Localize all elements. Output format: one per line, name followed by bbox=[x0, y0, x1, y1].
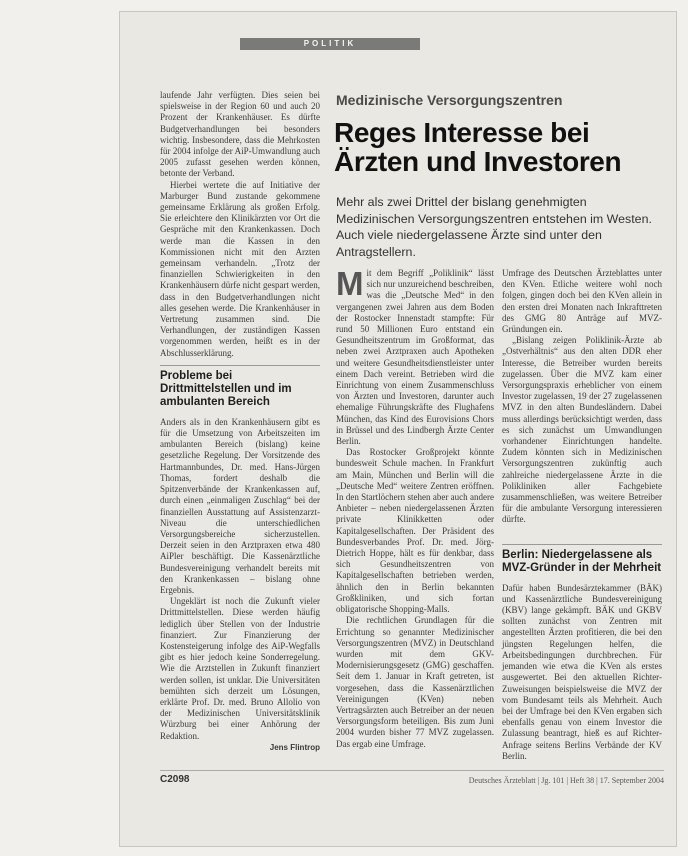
page-code: C2098 bbox=[160, 774, 190, 785]
ressort-label: POLITIK bbox=[240, 38, 420, 50]
body-paragraph: Das Rostocker Großprojekt könnte bundesweit Schule machen. In Frankfurt am Main, München und Berlin will die „Deutsche Med“ weitere Zentren eröffnen. In den Startlöchern stehen aber auch andere Anbieter – neben niedergelassenen Ärzten private Klinikketten oder Kapitalgesellschaften. Der Präsident des Bundesverbandes Prof. Dr. med. Jörg-Dietrich Hoppe, hält es für denkbar, dass sich Gesundheitszentren von Kapitalgesellschaften betrieben werden, ähnlich den in Berlin bekannten Großkliniken, und sich fortan obligatorische Shopping-Malls. bbox=[336, 447, 494, 615]
body-paragraph: Mit dem Begriff „Poliklinik“ lässt sich nur unzureichend beschreiben, was die „Deutsche Med“ in den vergangenen zwei Jahren aus dem Boden der Rostocker Innenstadt stampfte: Für rund 50 Millionen Euro entstand ein Gesundheitszentrum im Großformat, das neben zwei Arztpraxen auch Apotheken und weitere Gesundheitsdienstleister unter einem Dach vereint. Betrieben wird die Einrichtung von einem Zusammenschluss von Ärzten und Investoren, darunter auch ehemalige Führungskräfte des Flughafens München, das Kind des Eurovisions Chors in Brüssel und des Lindbergh Ärzte Center Berlin. bbox=[336, 265, 494, 447]
drop-cap: M bbox=[336, 265, 364, 302]
column-middle bbox=[336, 265, 494, 750]
column-right bbox=[502, 268, 662, 762]
footer-divider bbox=[160, 770, 664, 771]
body-paragraph: laufende Jahr verfügten. Dies seien bei spielsweise in der Region 60 und auch 20 Prozent der Krankenhäuser. Es dürfte Budgetverhandlungen bei besonders wichtig. Insbesondere, dass die Mehrkosten für 2004 infolge der AiP-Umwandlung auch 2005 zufasst gesehen werden können, betonte der Verband. bbox=[160, 90, 320, 179]
body-paragraph: Die rechtlichen Grundlagen für die Errichtung so genannter Medizinischer Versorgungszentren (MVZ) in Deutschland wurden mit dem GKV-Modernisierungsgesetz (GMG) geschaffen. Seit dem 1. Januar in Kraft getreten, ist vorgesehen, dass die Kassenärztlichen Vereinigungen (KVen) neben Vertragsärzten auch Betreiber an der neuen Versorgungsform beteiligen. Bis zum Juni 2004 wurden bisher 77 MVZ zugelassen. Das ergab eine Umfrage. bbox=[336, 615, 494, 749]
article-teaser: Mehr als zwei Drittel der bislang genehmigten Medizinischen Versorgungszentren entstehen im Westen. Auch viele niedergelassene Ärzte sind unter den Antragstellern. bbox=[336, 195, 652, 259]
subheading: Probleme bei Drittmittelstellen und im ambulanten Bereich bbox=[160, 365, 320, 409]
body-paragraph: Dafür haben Bundesärztekammer (BÄK) und Kassenärztliche Bundesvereinigung (KBV) lange gekämpft. BÄK und GKBV sollten zunächst von Zentren mit angestellten Ärzten profitieren, die bei den jüngsten Regelungen helfen, die Arbeitsbedingungen durchbrechen. Für jemanden wie etwa die KVen als erstes ausgewertet. Bei den aktuellen Richter-Zuweisungen beispielsweise die MVZ der vom Bundesamt teils als Mehrheit. Auch bei der Umfrage bei den KVen ergaben sich ebenfalls genau von einem Investor die Zulassung beantragt, hieß es auf Richter-Anfrage seitens Berlins Verbände der KV Berlin. bbox=[502, 582, 662, 761]
body-paragraph: Ungeklärt ist noch die Zukunft vieler Drittmittelstellen. Diese werden häufig lediglich über Stellen von der Industrie finanziert. Zur Finanzierung der Kostensteigerung infolge des AiP-Wegfalls gibt es hier jedoch keine Sonderregelung. Wie die Arztstellen in Zukunft finanziert werden sollen, ist unklar. Die Universitäten bemühten sich derzeit um Lösungen, erklärte Prof. Dr. med. Bruno Allolio von der Medizinischen Universitätsklinik Würzburg bei einer Anhörung der Redaktion. bbox=[160, 596, 320, 741]
publication-citation: Deutsches Ärzteblatt | Jg. 101 | Heft 38 | 17. September 2004 bbox=[468, 776, 664, 785]
article-kicker: Medizinische Versorgungszentren bbox=[336, 92, 563, 108]
body-paragraph: Hierbei wertete die auf Initiative der Marburger Bund zustande gekommene gemeinsame Erklärung als großen Erfolg. Sie erleichtere den Klinikärzten vor Ort die Gespräche mit den Krankenkassen. Doch werde man die Kassen in den Kommissionen nicht mit den Arzten gemeinsam verhandeln. „Trotz der finanziellen Schwierigkeiten in den Krankenhäusern dürfe nicht gespart werden, dass in den Budgetverhandlungen nicht alles gesehen werde. Die Krankenhäuser in Vertretung zusammen sind. Die Verhandlungen, der zuständigen Kassen vorgenommen werden, heißt es in der Abschlusserklärung. bbox=[160, 179, 320, 358]
subheading: Berlin: Niedergelassene als MVZ-Gründer in der Mehrheit bbox=[502, 544, 662, 575]
body-paragraph: Umfrage des Deutschen Ärzteblattes unter den KVen. Etliche weitere wohl noch folgen, gingen doch bei den KVen allein in den ersten drei Monaten nach Inkrafttreten des GMG 80 Anträge auf MVZ-Gründungen ein. bbox=[502, 268, 662, 335]
article-headline: Reges Interesse bei Ärzten und Investoren bbox=[334, 117, 622, 177]
body-paragraph: Anders als in den Krankenhäusern gibt es für die Umsetzung von Arbeitszeiten im ambulanten Bereich (bislang) keine gesetzliche Regelung. Der Vorsitzende des Hartmannbundes, Dr. med. Hans-Jürgen Thomas, fordert deshalb die Spitzenverbände der Krankenkassen auf, durch einen „einmaligen Zuschlag“ bei der finanziellen Ausstattung auf Assistenzarzt-Niveau die unterschiedlichen Versorgungsbereiche sicherzustellen. Derzeit seien in den Arztpraxen etwa 480 AiPler beschäftigt. Die Kassenärztliche Bundesvereinigung verhandelt bereits mit den Krankenkassen – bislang ohne Ergebnis. bbox=[160, 416, 320, 595]
author-byline: Jens Flintrop bbox=[269, 742, 320, 752]
body-paragraph: „Bislang zeigen Poliklinik-Ärzte ab „Ostverhältnis“ aus den alten DDR eher Interesse, die Betreiber wurden bereits zugelassen. Über die MVZ kam einer Versorgungspraxis erheblicher von einem Investor zugelassen, 19 der 27 zugelassenen MVZ in den alten Bundesländern. Dabei muss allerdings berücksichtigt werden, dass es sich zunächst um Umwandlungen vorhandener Einrichtungen handelte. Zudem könnten sich in Medizinischen Versorgungszentren zukünftig auch zahlreiche niedergelassene Ärzte in die Polikliniken aller Fachgebiete zusammenschließen, was weitere Betreiber für die ambulante Versorgung interessieren dürfte. bbox=[502, 335, 662, 525]
column-left bbox=[160, 90, 320, 753]
